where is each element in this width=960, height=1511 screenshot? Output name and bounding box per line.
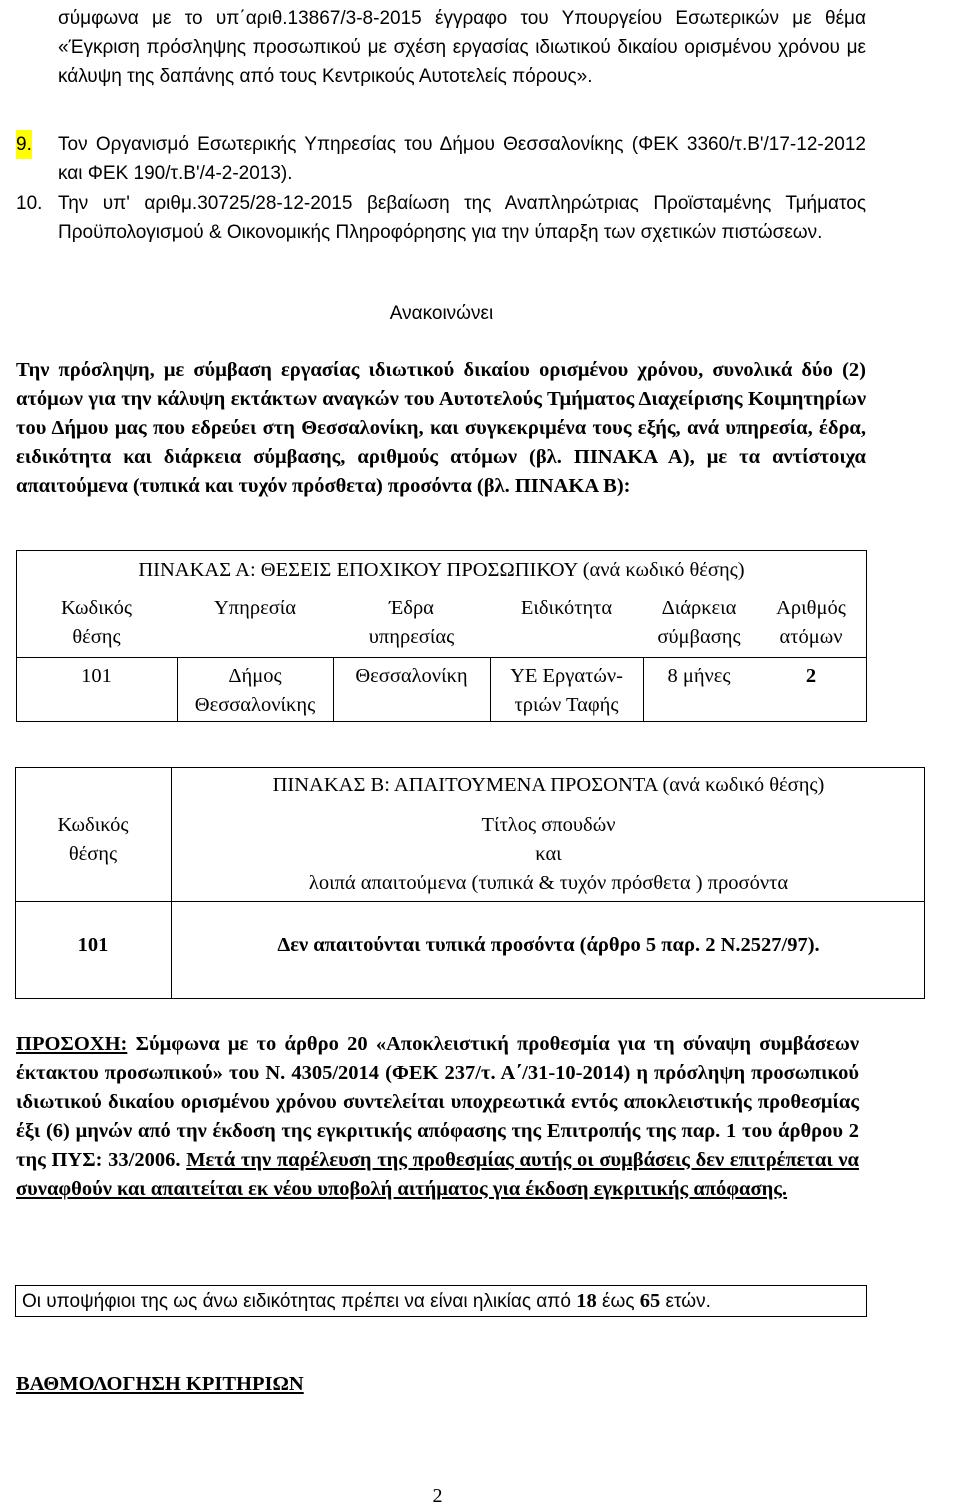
notice-text: Σύμφωνα με το άρθρο 20 «Αποκλειστική προθεσμία για τη σύναψη συμβάσεων έκτακτου προσωπικού» του Ν. 4305/2014 (ΦΕΚ 237/τ. Α΄/31-10-2014) η πρόσληψη προσωπικού ιδιωτικού δικαίου ορισμένου χρόνου συντελείται υποχρεωτικά εντός αποκλειστικής προθεσμίας έξι (6) μηνών από την έκδοση της εγκριτικής απόφασης της Επιτροπής της παρ. 1 του άρθρου 2 της ΠΥΣ: 33/2006. <box>16 1033 860 1171</box>
table-a-cell-specialty: ΥΕ Εργατών- τριών Ταφής <box>510 665 623 716</box>
table-a-header-service: Υπηρεσία <box>213 597 297 619</box>
notice-label: ΠΡΟΣΟΧΗ: <box>16 1033 128 1055</box>
table-a-header-duration: Διάρκεια σύμβασης <box>657 597 741 648</box>
list-item-10: Την υπ' αριθμ.30725/28-12-2015 βεβαίωση της Αναπληρώτριας Προϊσταμένης Τμήματος Προϋπολογισμού & Οικονομικής Πληροφόρησης για την ύπαρξη των σχετικών πιστώσεων. <box>58 193 866 243</box>
table-a-header-specialty: Ειδικότητα <box>520 597 613 619</box>
list-item-9: Τον Οργανισμό Εσωτερικής Υπηρεσίας του Δήμου Θεσσαλονίκης (ΦΕΚ 3360/τ.Β'/17-12-2012 και ΦΕΚ 190/τ.Β'/4-2-2013). <box>58 134 866 184</box>
announce-heading: Ανακοινώνει <box>389 303 494 324</box>
table-b-header-qualifications: Τίτλος σπουδών και λοιπά απαιτούμενα (τυπικά & τυχόν πρόσθετα ) προσόντα <box>308 814 789 894</box>
page-number: 2 <box>432 1485 443 1507</box>
age-middle: έως <box>602 1291 635 1312</box>
age-min: 18 <box>576 1290 597 1312</box>
list-number-9: 9. <box>16 130 32 159</box>
table-b <box>15 767 925 999</box>
age-suffix: ετών. <box>665 1291 711 1312</box>
table-a-cell-service: Δήμος Θεσσαλονίκης <box>194 665 316 716</box>
table-a-cell-count: 2 <box>805 665 817 687</box>
intro-paragraph: σύμφωνα με το υπ΄αριθ.13867/3-8-2015 έγγραφο του Υπουργείου Εσωτερικών με θέμα «Έγκριση πρόσληψης προσωπικού με σχέση εργασίας ιδιωτικού δικαίου ορισμένου χρόνου με κάλυψη της δαπάνης από τους Κεντρικούς Αυτοτελείς πόρους». <box>58 8 866 87</box>
age-prefix: Οι υποψήφιοι της ως άνω ειδικότητας πρέπει να είναι ηλικίας από <box>22 1291 571 1312</box>
table-a-header-seat: Έδρα υπηρεσίας <box>368 597 455 648</box>
criteria-heading: ΒΑΘΜΟΛΟΓΗΣΗ ΚΡΙΤΗΡΙΩΝ <box>16 1373 304 1395</box>
table-a-header-count: Αριθμός ατόμων <box>776 597 846 648</box>
table-b-header-code: Κωδικός θέσης <box>57 814 129 865</box>
table-b-cell-qualifications: Δεν απαιτούνται τυπικά προσόντα (άρθρο 5 παρ. 2 Ν.2527/97). <box>277 934 820 956</box>
announce-paragraph: Την πρόσληψη, με σύμβαση εργασίας ιδιωτικού δικαίου ορισμένου χρόνου, συνολικά δύο (2) ατόμων για την κάλυψη εκτάκτων αναγκών του Αυτοτελούς Τμήματος Διαχείρισης Κοιμητηρίων του Δήμου μας που εδρεύει στη Θεσσαλονίκη, και συγκεκριμένα τους εξής, ανά υπηρεσία, έδρα, ειδικότητα και διάρκεια σύμβασης, αριθμούς ατόμων (βλ. ΠΙΝΑΚΑ Α), με τα αντίστοιχα απαιτούμενα (τυπικά και τυχόν πρόσθετα) προσόντα (βλ. ΠΙΝΑΚΑ Β): <box>16 359 866 497</box>
age-max: 65 <box>639 1290 661 1312</box>
table-a-cell-code: 101 <box>81 665 112 687</box>
list-number-10: 10. <box>16 193 43 214</box>
table-a-header-code: Κωδικός θέσης <box>61 597 132 648</box>
table-b-title: ΠΙΝΑΚΑΣ Β: ΑΠΑΙΤΟΥΜΕΝΑ ΠΡΟΣΟΝΤΑ (ανά κωδικό θέσης) <box>272 774 825 796</box>
table-b-cell-code: 101 <box>77 934 109 956</box>
table-a-cell-duration: 8 μήνες <box>667 665 731 687</box>
table-a <box>16 550 867 722</box>
notice-paragraph <box>16 1030 859 1204</box>
table-a-cell-seat: Θεσσαλονίκη <box>355 665 468 687</box>
table-a-title: ΠΙΝΑΚΑΣ Α: ΘΕΣΕΙΣ ΕΠΟΧΙΚΟΥ ΠΡΟΣΩΠΙΚΟΥ (ανά κωδικό θέσης) <box>138 559 745 581</box>
age-requirement-box <box>15 1285 867 1317</box>
notice-underlined-text: Μετά την παρέλευση της προθεσμίας αυτής οι συμβάσεις δεν επιτρέπεται να συναφθούν και απαιτείται εκ νέου υποβολή αιτήματος για έκδοση εγκριτικής απόφασης. <box>16 1149 859 1200</box>
